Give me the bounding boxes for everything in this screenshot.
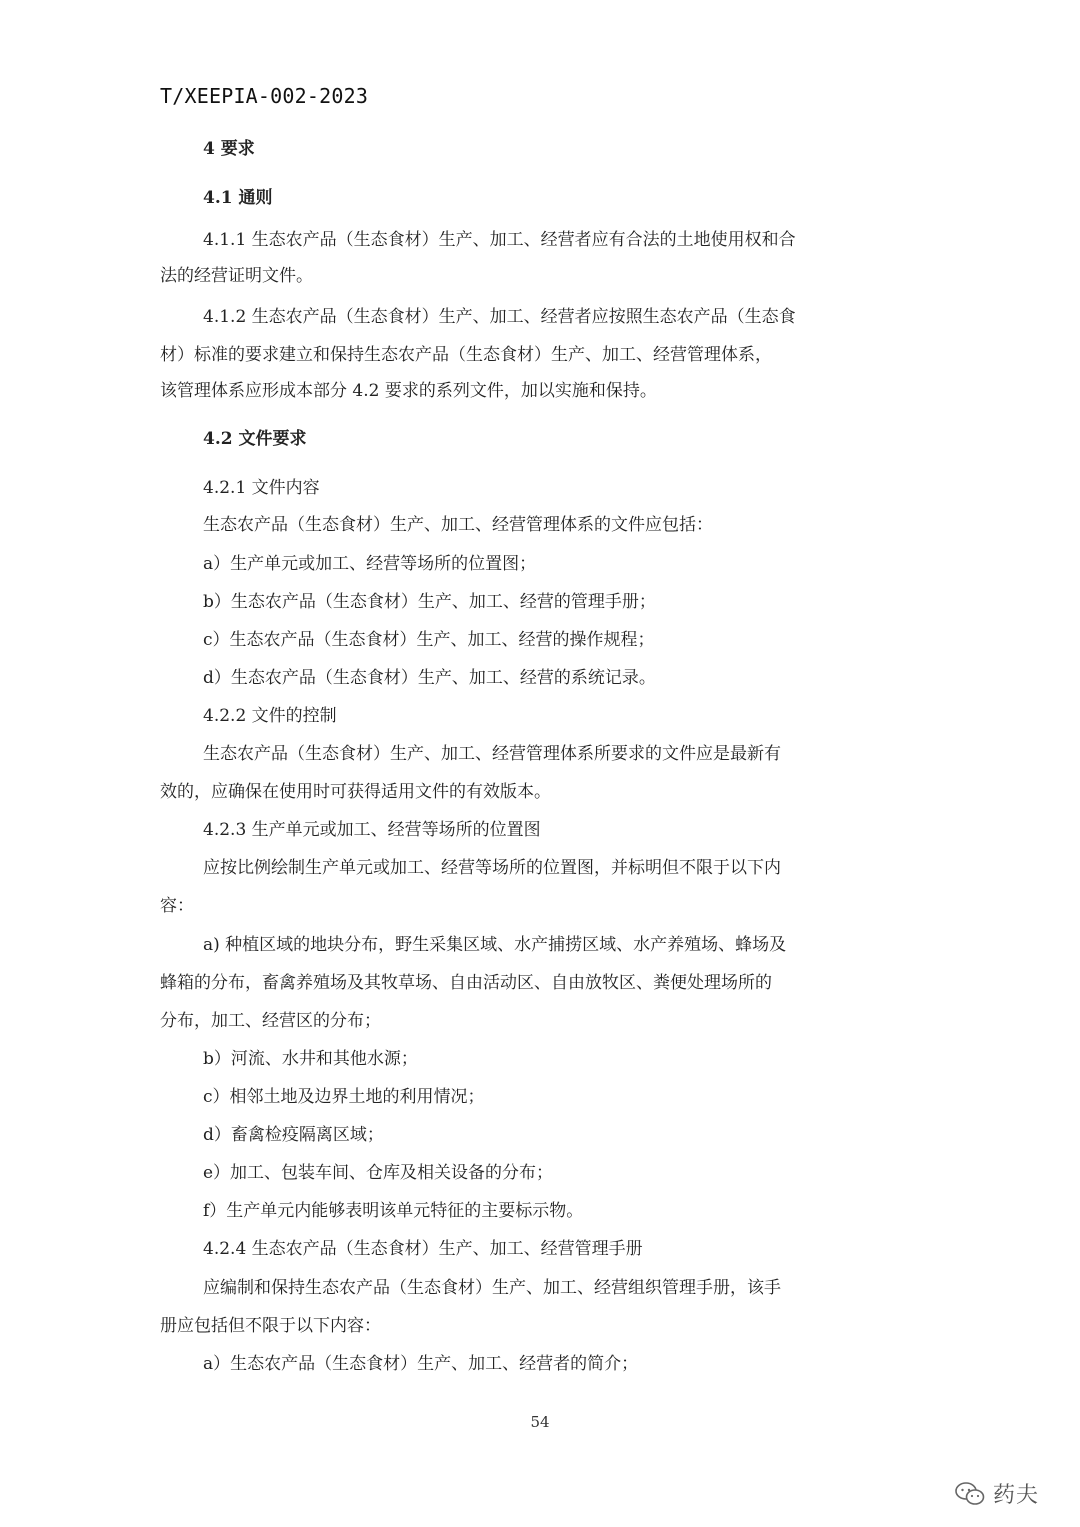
clause-4-2-4-item-a: a）生态农产品（生态食材）生产、加工、经营者的简介； — [203, 1354, 639, 1374]
clause-4-2-4-line-1: 应编制和保持生态农产品（生态食材）生产、加工、经营组织管理手册，该手 — [203, 1278, 781, 1298]
clause-4-1-2-line-3: 该管理体系应形成本部分 4.2 要求的系列文件，加以实施和保持。 — [160, 381, 657, 401]
page-number: 54 — [530, 1413, 550, 1431]
clause-4-2-1-item-b: b）生态农产品（生态食材）生产、加工、经营的管理手册； — [203, 592, 656, 612]
clause-4-1-2-line-1: 4.1.2 生态农产品（生态食材）生产、加工、经营者应按照生态农产品（生态食 — [203, 307, 796, 327]
watermark-text: 药夫 — [993, 1483, 1040, 1508]
clause-4-2-3-line-2: 容： — [160, 896, 194, 916]
clause-4-2-1-item-c: c）生态农产品（生态食材）生产、加工、经营的操作规程； — [203, 630, 655, 650]
clause-4-2-3-item-e: e）加工、包装车间、仓库及相关设备的分布； — [203, 1163, 554, 1183]
clause-4-2-2-line-2: 效的，应确保在使用时可获得适用文件的有效版本。 — [160, 782, 551, 802]
clause-4-2-3-item-a-line-2: 蜂箱的分布，畜禽养殖场及其牧草场、自由活动区、自由放牧区、粪便处理场所的 — [160, 973, 772, 993]
clause-4-2-1-item-a: a）生产单元或加工、经营等场所的位置图； — [203, 554, 537, 574]
clause-4-2-3-heading: 4.2.3 生产单元或加工、经营等场所的位置图 — [203, 820, 541, 840]
clause-4-2-1-item-d: d）生态农产品（生态食材）生产、加工、经营的系统记录。 — [203, 668, 656, 688]
clause-4-2-3-item-f: f）生产单元内能够表明该单元特征的主要标示物。 — [203, 1201, 584, 1221]
clause-4-2-1-heading: 4.2.1 文件内容 — [203, 478, 320, 498]
clause-4-1-2-line-2: 材）标准的要求建立和保持生态农产品（生态食材）生产、加工、经营管理体系， — [160, 345, 772, 365]
clause-4-2-4-line-2: 册应包括但不限于以下内容： — [160, 1316, 381, 1336]
clause-4-2-2-heading: 4.2.2 文件的控制 — [203, 706, 337, 726]
clause-4-2-3-item-a-line-1: a) 种植区域的地块分布，野生采集区域、水产捕捞区域、水产养殖场、蜂场及 — [203, 935, 787, 955]
clause-4-2-3-item-a-line-3: 分布，加工、经营区的分布； — [160, 1011, 381, 1031]
clause-4-1-1-line-1: 4.1.1 生态农产品（生态食材）生产、加工、经营者应有合法的土地使用权和合 — [203, 230, 796, 250]
wechat-icon — [955, 1481, 985, 1507]
clause-4-2-3-item-c: c）相邻土地及边界土地的利用情况； — [203, 1087, 485, 1107]
section-4-heading: 4 要求 — [203, 139, 255, 159]
clause-4-2-2-line-1: 生态农产品（生态食材）生产、加工、经营管理体系所要求的文件应是最新有 — [203, 744, 781, 764]
clause-4-1-1-line-2: 法的经营证明文件。 — [160, 266, 313, 286]
clause-4-2-4-heading: 4.2.4 生态农产品（生态食材）生产、加工、经营管理手册 — [203, 1239, 643, 1259]
document-code: T/XEEPIA-002-2023 — [160, 84, 369, 108]
watermark — [955, 1478, 1039, 1509]
section-4-2-heading: 4.2 文件要求 — [203, 429, 307, 449]
clause-4-2-3-line-1: 应按比例绘制生产单元或加工、经营等场所的位置图，并标明但不限于以下内 — [203, 858, 781, 878]
clause-4-2-1-intro: 生态农产品（生态食材）生产、加工、经营管理体系的文件应包括： — [203, 515, 713, 535]
section-4-1-heading: 4.1 通则 — [203, 188, 273, 208]
clause-4-2-3-item-b: b）河流、水井和其他水源； — [203, 1049, 418, 1069]
clause-4-2-3-item-d: d）畜禽检疫隔离区域； — [203, 1125, 384, 1145]
